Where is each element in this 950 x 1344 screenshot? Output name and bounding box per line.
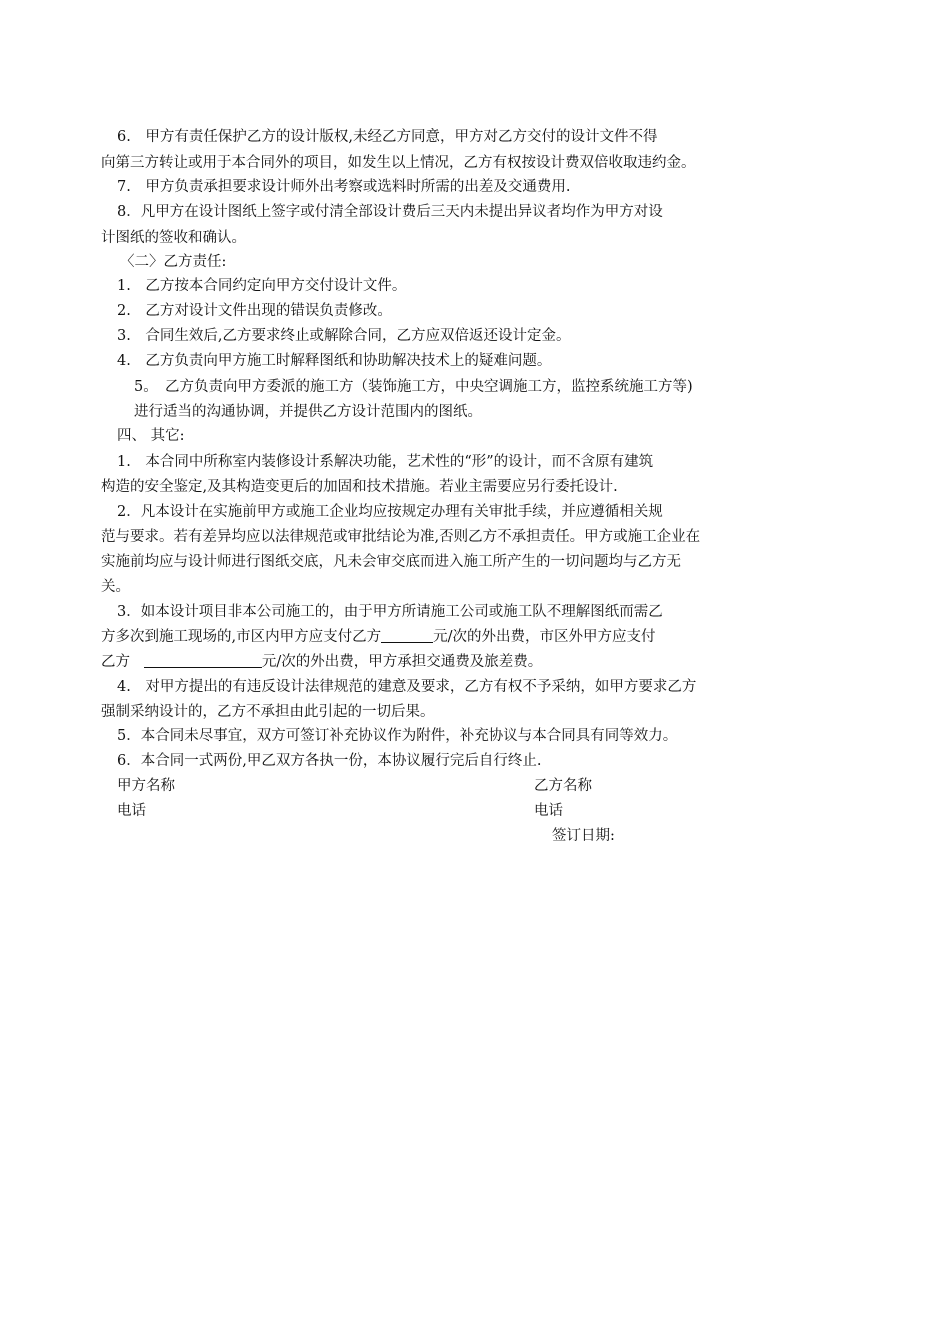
other-item-6: 6．本合同一式两份,甲乙双方各执一份，本协议履行完后自行终止. (117, 753, 542, 769)
party-b-heading: 〈二〉乙方责任: (120, 254, 227, 270)
other-item-2-line-4: 关。 (101, 579, 130, 595)
city-fee-blank (381, 626, 433, 643)
other-item-3-line-2-end: 元/次的外出费，市区外甲方应支付 (433, 629, 656, 645)
party-b-item-2: 2. 乙方对设计文件出现的错误负责修改。 (117, 303, 392, 319)
party-b-item-3: 3. 合同生效后,乙方要求终止或解除合同，乙方应双倍返还设计定金。 (117, 328, 571, 344)
other-heading: 四、 其它: (117, 428, 185, 444)
party-a-item-8-line-1: 8．凡甲方在设计图纸上签字或付清全部设计费后三天内未提出异议者均作为甲方对设 (117, 204, 663, 220)
other-item-4-line-1: 4. 对甲方提出的有违反设计法律规范的建意及要求，乙方有权不予采纳，如甲方要求乙方 (117, 679, 697, 695)
other-item-3-line-3-end: 元/次的外出费，甲方承担交通费及旅差费。 (261, 654, 543, 670)
party-b-phone-label: 电话 (534, 803, 563, 819)
party-b-item-5-line-1: 5。 乙方负责向甲方委派的施工方（装饰施工方，中央空调施工方，监控系统施工方等) (134, 379, 693, 395)
other-item-3-line-3-start: 乙方 (101, 654, 130, 670)
other-item-3-line-3 (101, 650, 542, 674)
party-b-item-5-line-2: 进行适当的沟通协调，并提供乙方设计范围内的图纸。 (134, 404, 482, 420)
out-of-city-fee-blank (144, 651, 262, 668)
other-item-2-line-3: 实施前均应与设计师进行图纸交底，凡未会审交底而进入施工所产生的一切问题均与乙方无 (101, 554, 681, 570)
other-item-1-line-2: 构造的安全鉴定,及其构造变更后的加固和技术措施。若业主需要应另行委托设计. (101, 479, 618, 495)
other-item-3-line-2 (101, 625, 656, 649)
party-a-item-6-line-1: 6. 甲方有责任保护乙方的设计版权,未经乙方同意，甲方对乙方交付的设计文件不得 (117, 129, 658, 145)
party-a-item-6-line-2: 向第三方转让或用于本合同外的项目，如发生以上情况，乙方有权按设计费双倍收取违约金。 (101, 155, 696, 171)
party-b-item-1: 1. 乙方按本合同约定向甲方交付设计文件。 (117, 278, 407, 294)
sign-date-label: 签订日期: (552, 828, 615, 844)
party-b-name-label: 乙方名称 (534, 778, 592, 794)
party-a-name-label: 甲方名称 (117, 778, 175, 794)
party-a-phone-label: 电话 (117, 803, 146, 819)
other-item-1-line-1: 1. 本合同中所称室内装修设计系解决功能，艺术性的“形”的设计，而不含原有建筑 (117, 454, 654, 470)
other-item-3-line-2-start: 方多次到施工现场的,市区内甲方应支付乙方 (101, 629, 382, 645)
other-item-4-line-2: 强制采纳设计的，乙方不承担由此引起的一切后果。 (101, 704, 435, 720)
other-item-3-line-1: 3．如本设计项目非本公司施工的，由于甲方所请施工公司或施工队不理解图纸而需乙 (117, 604, 663, 620)
party-a-item-8-line-2: 计图纸的签收和确认。 (101, 230, 246, 246)
other-item-2-line-1: 2．凡本设计在实施前甲方或施工企业均应按规定办理有关审批手续，并应遵循相关规 (117, 504, 663, 520)
party-a-item-7: 7. 甲方负责承担要求设计师外出考察或选料时所需的出差及交通费用. (117, 179, 571, 195)
party-b-item-4: 4. 乙方负责向甲方施工时解释图纸和协助解决技术上的疑难问题。 (117, 353, 552, 369)
other-item-2-line-2: 范与要求。若有差异均应以法律规范或审批结论为准,否则乙方不承担责任。甲方或施工企业在 (101, 529, 701, 545)
other-item-5: 5．本合同未尽事宜，双方可签订补充协议作为附件，补充协议与本合同具有同等效力。 (117, 728, 678, 744)
